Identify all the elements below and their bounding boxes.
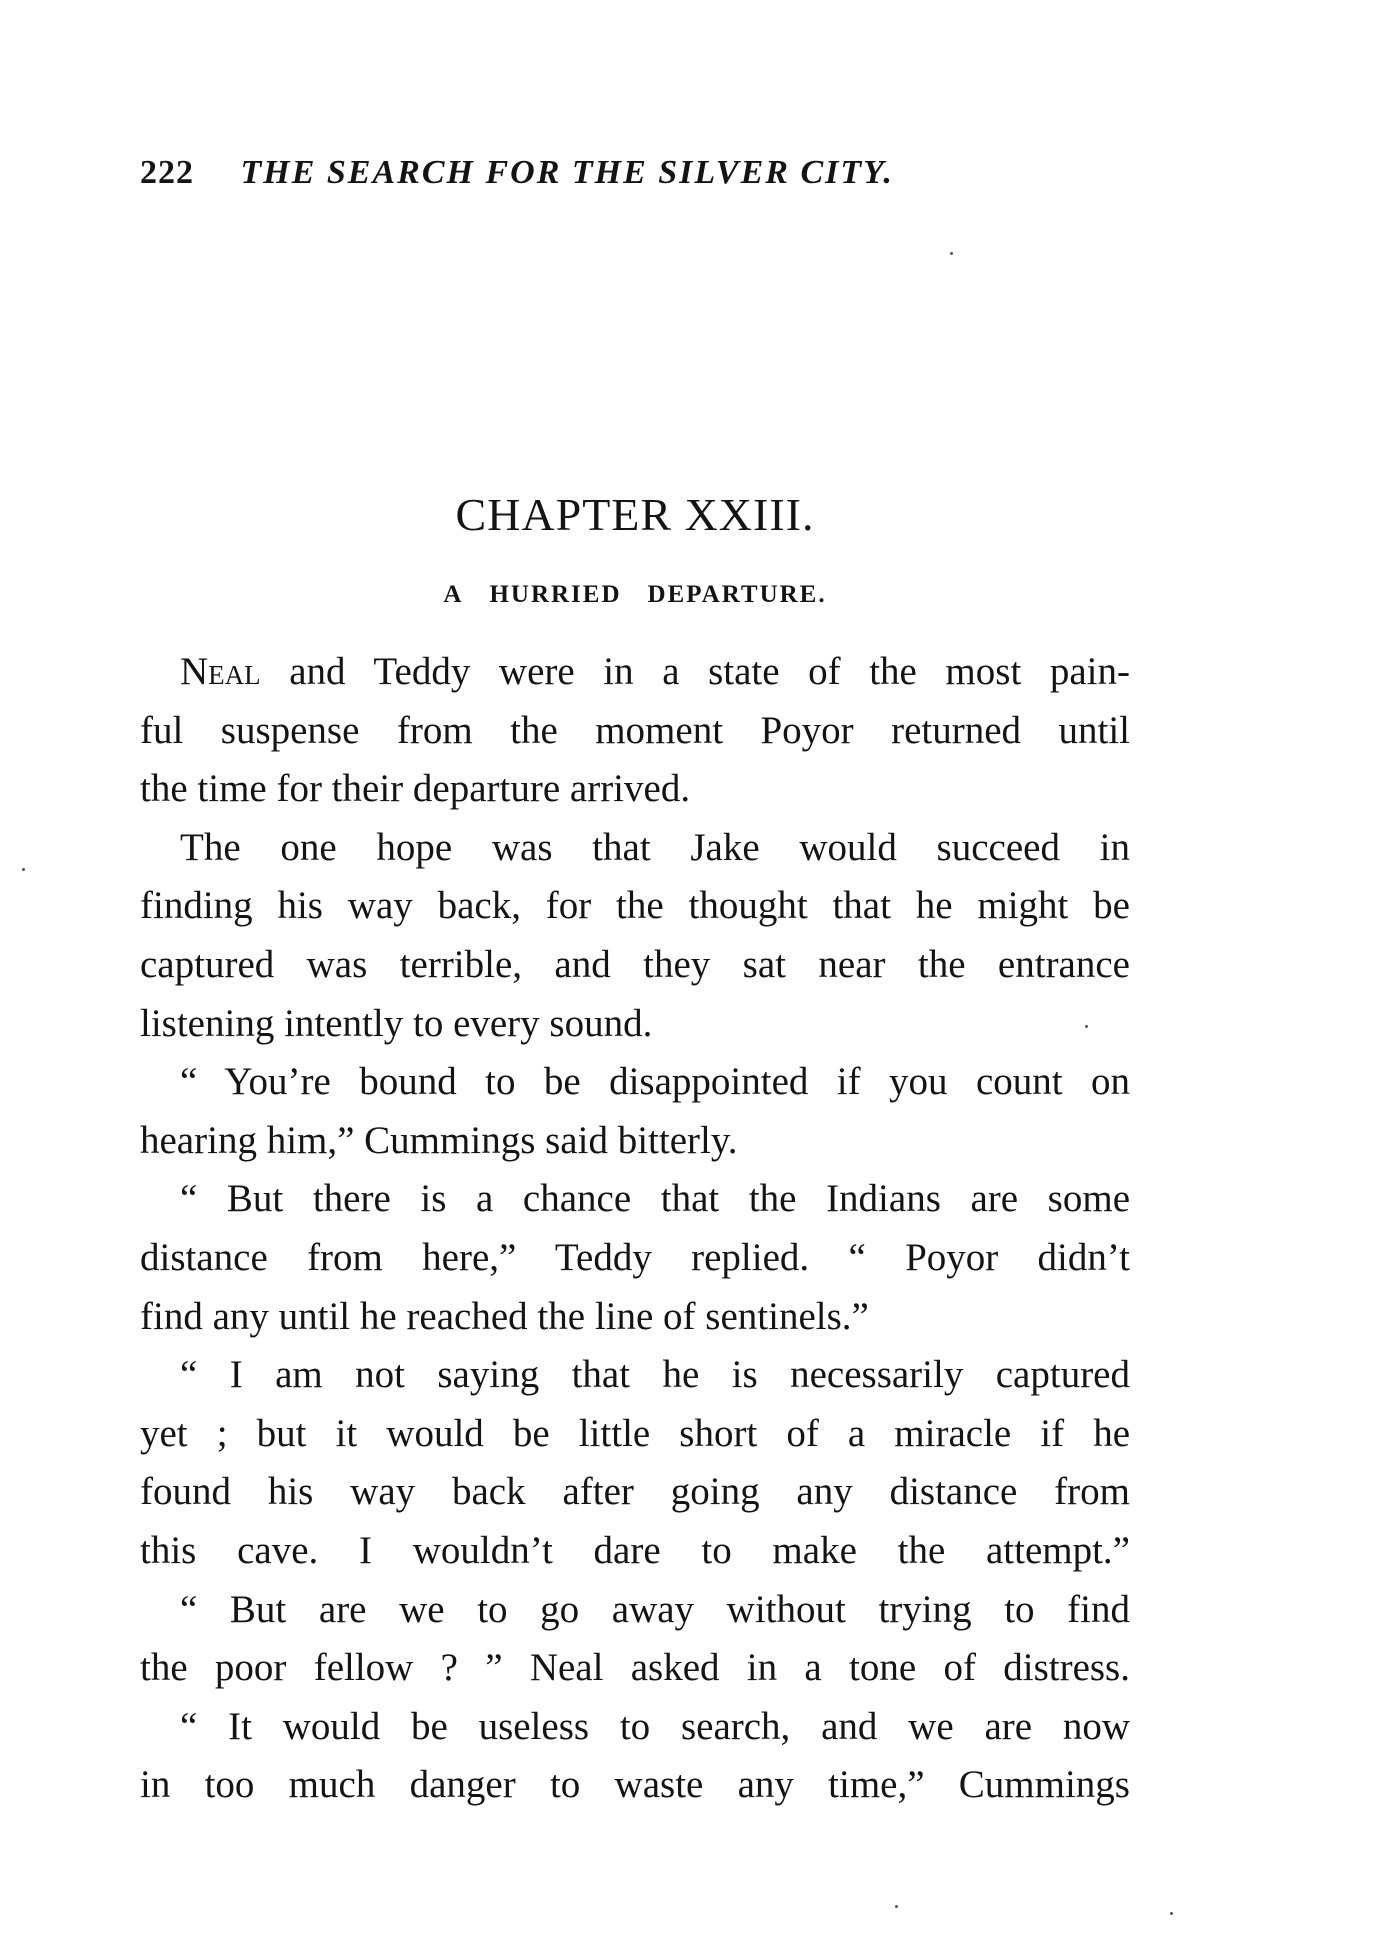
- text-line: “ But are we to go away without trying to find: [180, 1587, 1130, 1631]
- paragraph: [140, 1053, 1130, 1170]
- chapter-heading: CHAPTER XXIII.: [455, 489, 815, 540]
- text-line: the time for their departure arrived.: [140, 767, 691, 811]
- chapter-subtitle-word: HURRIED: [489, 581, 622, 608]
- paragraph: [140, 1698, 1130, 1815]
- text-line: distance from here,” Teddy replied. “ Poyor didn’t: [140, 1235, 1130, 1279]
- text-line: The one hope was that Jake would succeed in: [180, 825, 1130, 869]
- text-line: find any until he reached the line of sentinels.”: [140, 1294, 869, 1338]
- page-number: 222: [140, 154, 194, 191]
- paragraph: [140, 819, 1130, 1053]
- body-text: [140, 643, 1130, 1815]
- text-line: Neal and Teddy were in a state of the most pain-: [180, 650, 1130, 693]
- paragraph: [140, 643, 1130, 819]
- text-line: this cave. I wouldn’t dare to make the attempt.”: [140, 1528, 1130, 1572]
- paragraph: [140, 1346, 1130, 1580]
- text-line: listening intently to every sound.: [140, 1001, 653, 1045]
- chapter-subtitle: [140, 577, 1130, 613]
- chapter-subtitle-word: DEPARTURE.: [647, 581, 827, 608]
- small-caps-name: Neal: [180, 650, 261, 693]
- text-line: yet ; but it would be little short of a miracle if he: [140, 1411, 1130, 1455]
- running-head: [140, 148, 1040, 198]
- text-line: “ I am not saying that he is necessarily captured: [180, 1353, 1130, 1397]
- text-line: the poor fellow ? ” Neal asked in a tone of distress.: [140, 1646, 1130, 1690]
- chapter-subtitle-word: A: [443, 581, 464, 608]
- running-title: THE SEARCH FOR THE SILVER CITY.: [240, 154, 894, 191]
- paragraph: [140, 1170, 1130, 1346]
- paragraph: [140, 1581, 1130, 1698]
- text-line: hearing him,” Cummings said bitterly.: [140, 1118, 738, 1162]
- text-line: “ But there is a chance that the Indians are some: [180, 1177, 1130, 1221]
- text-line: finding his way back, for the thought that he might be: [140, 884, 1130, 928]
- text-line: found his way back after going any distance from: [140, 1470, 1130, 1514]
- text-line: ful suspense from the moment Poyor returned until: [140, 708, 1130, 752]
- text-line: “ It would be useless to search, and we are now: [180, 1704, 1130, 1748]
- text-line: in too much danger to waste any time,” Cummings: [140, 1763, 1130, 1807]
- text-line: “ You’re bound to be disappointed if you count on: [180, 1060, 1130, 1104]
- text-line: captured was terrible, and they sat near the entrance: [140, 942, 1130, 986]
